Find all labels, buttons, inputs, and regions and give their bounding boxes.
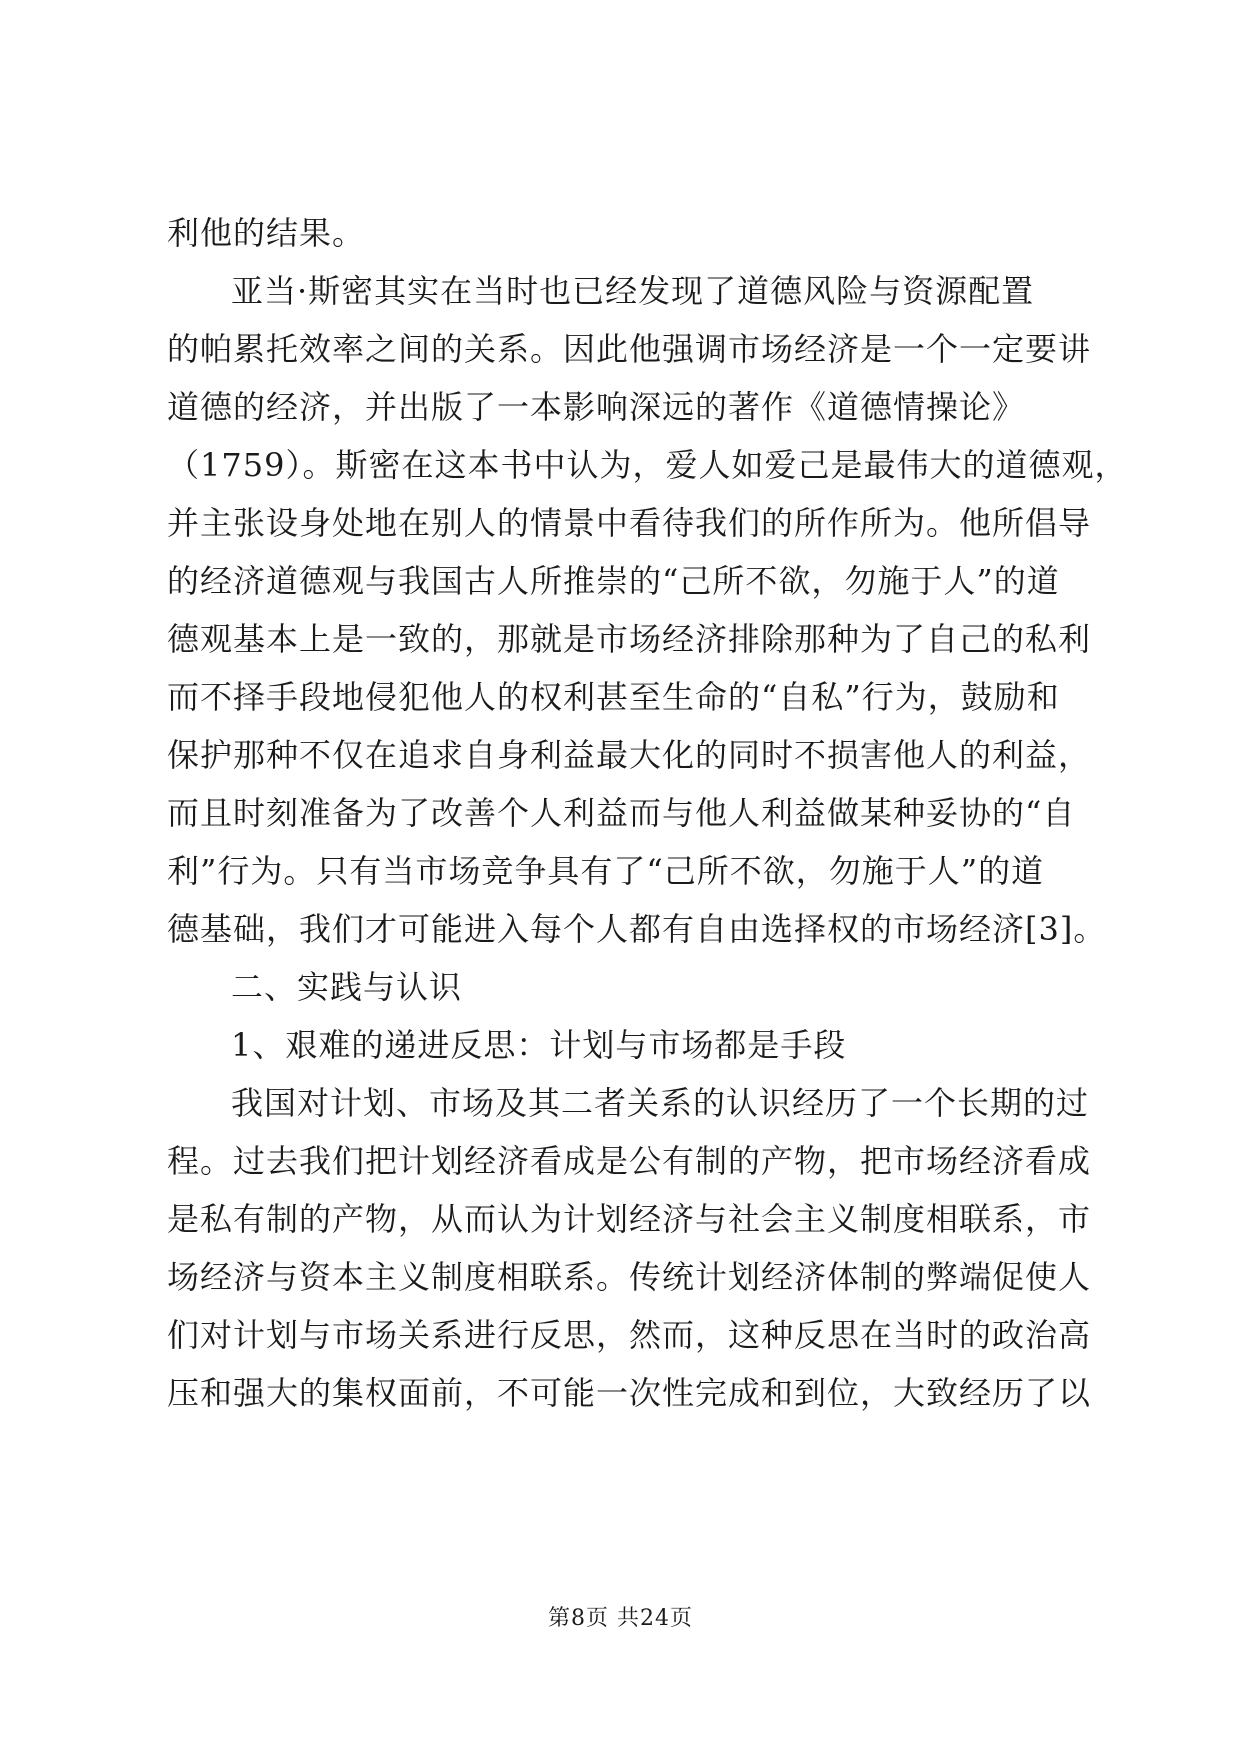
text-line: 利”行为。只有当市场竞争具有了“己所不欲，勿施于人”的道 <box>167 852 1045 890</box>
page-number-footer: 第8页 共24页 <box>548 1606 693 1631</box>
text-line: 而且时刻准备为了改善个人利益而与他人利益做某种妥协的“自 <box>167 794 1076 832</box>
subsection-heading: 1、艰难的递进反思：计划与市场都是手段 <box>231 1026 847 1064</box>
text-line: 德基础，我们才可能进入每个人都有自由选择权的市场经济[3]。 <box>167 910 1107 948</box>
text-line: 德观基本上是一致的，那就是市场经济排除那种为了自己的私利 <box>167 620 1092 658</box>
text-line: 道德的经济，并出版了一本影响深远的著作《道德情操论》 <box>167 388 1026 426</box>
text-line: 们对计划与市场关系进行反思，然而，这种反思在当时的政治高 <box>167 1316 1092 1354</box>
section-heading: 二、实践与认识 <box>231 968 463 1006</box>
text-line: 场经济与资本主义制度相联系。传统计划经济体制的弊端促使人 <box>167 1258 1092 1296</box>
text-line: 利他的结果。 <box>167 214 366 252</box>
text-line: 并主张设身处地在别人的情景中看待我们的所作所为。他所倡导 <box>167 504 1092 542</box>
text-line: 程。过去我们把计划经济看成是公有制的产物，把市场经济看成 <box>167 1142 1092 1180</box>
text-line: 压和强大的集权面前，不可能一次性完成和到位，大致经历了以 <box>167 1374 1092 1412</box>
text-line: 保护那种不仅在追求自身利益最大化的同时不损害他人的利益， <box>167 736 1092 774</box>
text-line: 的帕累托效率之间的关系。因此他强调市场经济是一个一定要讲 <box>167 330 1092 368</box>
text-line: 而不择手段地侵犯他人的权利甚至生命的“自私”行为，鼓励和 <box>167 678 1060 716</box>
paragraph-first-line: 我国对计划、市场及其二者关系的认识经历了一个长期的过 <box>231 1084 1090 1122</box>
text-line: 的经济道德观与我国古人所推崇的“己所不欲，勿施于人”的道 <box>167 562 1060 600</box>
text-line: 是私有制的产物，从而认为计划经济与社会主义制度相联系，市 <box>167 1200 1092 1238</box>
paragraph-first-line: 亚当·斯密其实在当时也已经发现了道德风险与资源配置 <box>231 272 1035 310</box>
text-line: （1759）。斯密在这本书中认为，爱人如爱己是最伟大的道德观， <box>167 446 1128 484</box>
